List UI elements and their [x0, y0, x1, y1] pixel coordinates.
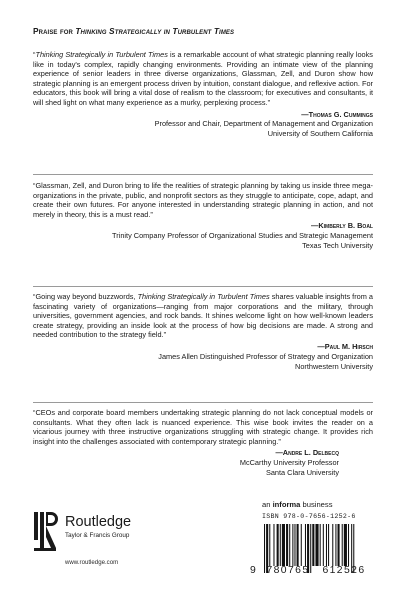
- divider: [33, 174, 373, 175]
- quote-attribution: [33, 448, 373, 477]
- quote-affiliation-org: Santa Clara University: [265, 467, 339, 477]
- quote-body-lead: Going way beyond buzzwords,: [35, 292, 138, 301]
- barcode-bar: [326, 524, 327, 566]
- quote-author: —Thomas G. Cummings: [301, 109, 373, 119]
- barcode-bar: [277, 524, 279, 566]
- routledge-logo-icon: [33, 510, 59, 554]
- praise-heading-prefix: Praise for: [33, 26, 76, 36]
- quote-affiliation-org: University of Southern California: [267, 129, 373, 139]
- quote-author: —Kimberly B. Boal: [311, 221, 373, 231]
- barcode-digits-right: 612526: [322, 565, 366, 576]
- publisher-url: www.routledge.com: [65, 559, 119, 566]
- publisher-group: Taylor & Francis Group: [65, 532, 130, 539]
- quote-body: is a remarkable account of what strategic planning really looks like in today's complex, rapidly changing environments. Providing an intimate view of the planning experience of senior leaders in three diverse organizations, Glassman, Zell, and Duron show how strategic planning is an emergent process driven by intuition, constant dialogue, and reflexive action. For educators, this book will bring a vital dose of realism to the classroom; for executives and consultants, it will shed light on what many experience as a murky, perplexing process.: [33, 50, 373, 107]
- publisher-name: Routledge: [65, 514, 132, 530]
- quote-block-cummings: [33, 50, 373, 139]
- barcode-bar: [294, 524, 295, 566]
- barcode-bar: [344, 524, 347, 566]
- barcode-bar: [286, 524, 288, 566]
- quote-author: —Andre L. Delbecq: [275, 448, 339, 458]
- quote-body: CEOs and corporate board members undertaking strategic planning do not lack conceptual models or consultants. What they often lack is nuanced experience. This wise book invites the reader on a vicarious journey with three instructive organizations struggling with strategic change. It provides rich insight into the challenges associated with contemporary strategic planning.: [33, 408, 373, 446]
- quote-attribution: [33, 221, 373, 250]
- barcode-bar: [348, 524, 349, 566]
- quote-body: Glassman, Zell, and Duron bring to life the realities of strategic planning by taking us inside three mega-organizations in the private, public, and nonprofit sectors as they struggle to anticipate, cope, adapt, and create their own futures. For anyone interested in understanding strategic planning in action, and not merely in theory, this is a must read.: [33, 181, 373, 219]
- informa-suffix: business: [300, 500, 333, 509]
- barcode-bar: [332, 524, 333, 566]
- barcode-bar: [273, 524, 274, 566]
- quote-affiliation-title: McCarthy University Professor: [239, 458, 339, 468]
- barcode-bar: [282, 524, 285, 566]
- quote-text: “Glassman, Zell, and Duron bring to life the realities of strategic planning by taking us inside three mega-organizations in the private, public, and nonprofit sectors as they struggle to anticipate, cope, adapt, and create their own futures. For anyone interested in understanding strategic planning in action, and not merely in theory, this is a must read.”: [33, 181, 373, 219]
- barcode-bar: [320, 524, 321, 566]
- quote-book-title: Thinking Strategically in Turbulent Times: [137, 292, 270, 301]
- barcode-bar: [289, 524, 290, 566]
- quote-body: shares valuable insights from a fascinating variety of organizations—ranging from major corporations and the military, through universities, government agencies, and rock bands. It shines welcome light on how well-known leaders create strategy, providing an inside look at the process of how big decisions are made. A strong and needed contribution to the strategy field.: [33, 292, 373, 340]
- informa-tagline: [262, 500, 333, 509]
- quote-block-delbecq: [33, 408, 373, 478]
- praise-heading: [33, 26, 234, 36]
- barcode-bar: [328, 524, 329, 566]
- quote-affiliation-title: Trinity Company Professor of Organizational Studies and Strategic Management: [112, 231, 373, 241]
- divider: [33, 286, 373, 287]
- barcode-bar: [335, 524, 336, 566]
- barcode-bar: [338, 524, 340, 566]
- barcode-bar: [312, 524, 314, 566]
- barcode-bar: [305, 524, 306, 566]
- quote-affiliation-title: Professor and Chair, Department of Management and Organization: [154, 119, 373, 129]
- quote-affiliation-title: James Allen Distinguished Professor of Strategy and Organization: [158, 351, 373, 361]
- quote-block-boal: [33, 181, 373, 251]
- barcode-bar: [315, 524, 318, 566]
- quote-text: “Going way beyond buzzwords, Thinking Strategically in Turbulent Times shares valuable insights from a fascinating variety of organizations—ranging from major corporations and the military, through universities, government agencies, and rock bands. It shines welcome light on how well-known leaders create strategy, providing an inside look at the process of how big decisions are made. A strong and needed contribution to the strategy field.”: [33, 292, 373, 340]
- barcode-bar: [280, 524, 281, 566]
- quote-author: —Paul M. Hirsch: [317, 341, 373, 351]
- barcode-digit-lead: 9: [250, 565, 256, 576]
- barcode-digits-left: 780765: [266, 565, 310, 576]
- barcode-bar: [342, 524, 343, 566]
- quote-book-title: Thinking Strategically in Turbulent Times: [35, 50, 168, 59]
- barcode-bar: [323, 524, 324, 566]
- praise-heading-title: Thinking Strategically in Turbulent Times: [75, 26, 235, 36]
- barcode-digits: [250, 565, 378, 576]
- quote-attribution: [33, 110, 373, 139]
- barcode-bar: [297, 524, 299, 566]
- isbn-label: ISBN 978-0-7656-1252-6: [262, 513, 356, 520]
- quote-affiliation-org: Texas Tech University: [302, 240, 373, 250]
- informa-prefix: an: [262, 500, 273, 509]
- quote-block-hirsch: [33, 292, 373, 371]
- divider: [33, 402, 373, 403]
- quote-attribution: [33, 342, 373, 371]
- barcode-bar: [269, 524, 270, 566]
- quote-text: “CEOs and corporate board members undertaking strategic planning do not lack conceptual models or consultants. What they often lack is nuanced experience. This wise book invites the reader on a vicarious journey with three instructive organizations struggling with strategic change. It provides rich insight into the challenges associated with contemporary strategic planning.”: [33, 408, 373, 446]
- barcode-bar: [301, 524, 302, 566]
- quote-text: “Thinking Strategically in Turbulent Times is a remarkable account of what strategic planning really looks like in today's complex, rapidly changing environments. Providing an intimate view of the planning experience of senior leaders in three diverse organizations, Glassman, Zell, and Duron show how strategic planning is an emergent process driven by intuition, constant dialogue, and reflexive action. For educators, this book will bring a vital dose of realism to the classroom; for executives and consultants, it will shed light on what many experience as a murky, perplexing process.”: [33, 50, 373, 107]
- barcode-bar: [292, 524, 293, 566]
- informa-brand: informa: [272, 500, 301, 509]
- quote-affiliation-org: Northwestern University: [295, 361, 373, 371]
